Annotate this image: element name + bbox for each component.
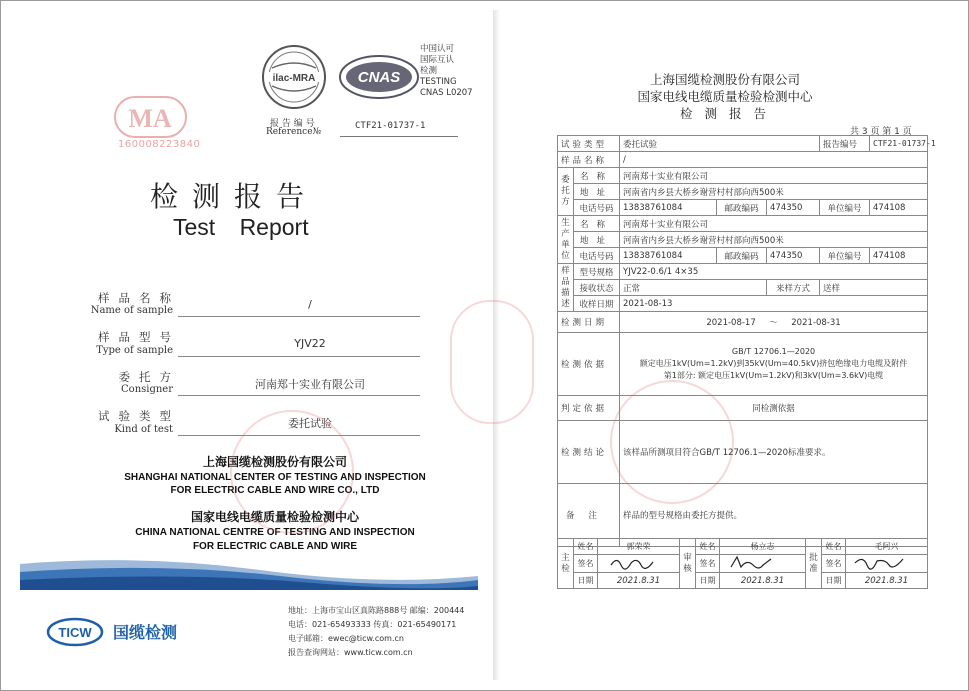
org1-name-cn: 上海国缆检测股份有限公司: [202, 455, 347, 469]
org1-name-en-line2: FOR ELECTRIC CABLE AND WIRE CO., LTD: [170, 485, 380, 496]
test-date-label: 检测日期: [558, 312, 620, 333]
approver-date: 2021.8.31: [846, 573, 928, 589]
report-header-company: 上海国缆检测股份有限公司: [649, 72, 800, 87]
org2-name-en-line2: FOR ELECTRIC CABLE AND WIRE: [192, 541, 358, 552]
sample-name-value: /: [620, 152, 928, 168]
producer-phone-label: 电话号码: [574, 248, 620, 264]
field-label-cn: 样品名称: [98, 291, 180, 305]
cnas-logo: [338, 54, 420, 100]
test-type-value: 委托试验: [620, 136, 820, 152]
main-inspector-signature: [598, 555, 680, 573]
model-value: YJV22-0.6/1 4×35: [620, 264, 928, 280]
ticw-logo: [45, 617, 190, 647]
conclusion-value: 该样品所测项目符合GB/T 12706.1—2020标准要求。: [620, 421, 928, 484]
sig-name-label: 姓名: [822, 539, 846, 555]
red-seal-stamp: [230, 410, 354, 534]
report-no-label: 报告编号: [820, 136, 870, 152]
field-label-cn: 委托方: [118, 370, 180, 384]
test-date-value: 2021-08-17 ～ 2021-08-31: [620, 312, 928, 333]
approver-signature: [846, 555, 928, 573]
producer-phone-value: 13838761084: [620, 248, 717, 264]
client-phone-value: 13838761084: [620, 200, 717, 216]
main-inspector-date: 2021.8.31: [598, 573, 680, 589]
model-label: 型号规格: [574, 264, 620, 280]
report-header-center: 国家电线电缆质量检验检测中心: [637, 89, 813, 104]
main-inspector-name: 郭荣荣: [598, 539, 680, 555]
producer-unit-value: 474108: [870, 248, 928, 264]
client-section-label: 委托方: [558, 168, 574, 216]
cma-number: 160008223840: [118, 139, 201, 150]
field-label-en: Type of sample: [96, 345, 173, 356]
sig-date-label: 日期: [574, 573, 598, 589]
approver-label: 批准: [806, 539, 822, 589]
sample-desc-section-label: 样品描述: [558, 264, 574, 312]
contact-phone: 电话：021-65493333 传真：021-65490171: [288, 620, 457, 629]
reference-label-cn: 报 告 编 号: [270, 119, 315, 129]
client-postcode-value: 474350: [767, 200, 820, 216]
test-basis-line3: 第1部分: 额定电压1kV(Um=1.2kV)和3kV(Um=3.6kV)电缆: [663, 371, 884, 380]
test-basis-line2: 额定电压1kV(Um=1.2kV)到35kV(Um=40.5kV)挤包绝缘电力电缆及附件: [639, 359, 908, 368]
cma-stamp: [113, 95, 188, 139]
report-no-value: CTF21-01737-1: [870, 136, 928, 152]
reference-label-en: Reference№: [266, 127, 322, 137]
cover-title-en: Test Report: [173, 214, 309, 240]
cnas-accreditation-text: 中国认可 国际互认 检测 TESTING CNAS L0207: [420, 44, 473, 98]
receive-state-label: 接收状态: [574, 280, 620, 296]
test-basis-label: 检测依据: [558, 333, 620, 396]
svg-text:MA: MA: [128, 104, 172, 133]
field-value-test-kind: 委托试验: [288, 417, 332, 430]
contact-address: 地址：上海市宝山区真陈路888号 邮编：200444: [288, 606, 465, 615]
field-underline: [178, 395, 420, 396]
ticw-mark: TICW: [58, 625, 92, 640]
sig-name-label: 姓名: [696, 539, 720, 555]
client-phone-label: 电话号码: [574, 200, 620, 216]
ilac-mra-logo: [260, 44, 328, 110]
client-address-value: 河南省内乡县大桥乡谢营村村部向西500米: [620, 184, 928, 200]
contact-email: 电子邮箱：ewec@ticw.com.cn: [288, 634, 404, 643]
sampling-method-value: 送样: [820, 280, 928, 296]
receive-date-label: 收样日期: [574, 296, 620, 312]
field-value-sample-type: YJV22: [294, 337, 326, 350]
field-value-consigner: 河南郑十实业有限公司: [255, 378, 365, 391]
reference-number: CTF21-01737-1: [355, 121, 426, 131]
conclusion-label: 检测结论: [558, 421, 620, 484]
judgement-basis-value: 同检测依据: [620, 396, 928, 421]
producer-section-label: 生产单位: [558, 216, 574, 264]
contact-website: 报告查询网站：www.ticw.com.cn: [288, 648, 413, 657]
receive-state-value: 正常: [620, 280, 767, 296]
cover-title-cn: 检测报告: [150, 180, 319, 213]
reviewer-signature: [720, 555, 806, 573]
sampling-method-label: 来样方式: [767, 280, 820, 296]
test-basis-value: [620, 333, 928, 396]
client-name-label: 名称: [574, 168, 620, 184]
approver-name: 毛阿兴: [846, 539, 928, 555]
sig-name-label: 姓名: [574, 539, 598, 555]
field-label-en: Consigner: [121, 384, 173, 395]
page-number: 共 3 页 第 1 页: [850, 127, 912, 137]
producer-name-value: 河南郑十实业有限公司: [620, 216, 928, 232]
producer-address-value: 河南省内乡县大桥乡谢营村村部向西500米: [620, 232, 928, 248]
sig-sign-label: 签名: [696, 555, 720, 573]
receive-date-value: 2021-08-13: [620, 296, 928, 312]
field-underline: [178, 356, 420, 357]
decorative-wave-band: [20, 552, 478, 590]
org2-name-en-line1: CHINA NATIONAL CENTRE OF TESTING AND INSPECTION: [135, 527, 415, 538]
cnas-logo-text: CNAS: [357, 69, 401, 86]
reviewer-date: 2021.8.31: [720, 573, 806, 589]
reviewer-name: 杨立志: [720, 539, 806, 555]
field-label-en: Kind of test: [114, 424, 173, 435]
report-header-title: 检 测 报 告: [680, 106, 770, 121]
remark-value: 样品的型号规格由委托方提供。: [620, 484, 928, 547]
client-unit-label: 单位编号: [820, 200, 870, 216]
org1-name-en-line1: SHANGHAI NATIONAL CENTER OF TESTING AND INSPECTION: [124, 472, 426, 483]
producer-postcode-value: 474350: [767, 248, 820, 264]
sig-date-label: 日期: [822, 573, 846, 589]
remark-label: 备注: [558, 484, 620, 547]
field-underline: [178, 316, 420, 317]
client-address-label: 地址: [574, 184, 620, 200]
report-table: [557, 135, 936, 547]
signature-table: [557, 538, 928, 589]
field-label-en: Name of sample: [90, 305, 173, 316]
client-postcode-label: 邮政编码: [717, 200, 767, 216]
producer-address-label: 地址: [574, 232, 620, 248]
org2-name-cn: 国家电线电缆质量检验检测中心: [190, 510, 359, 524]
test-type-label: 试验类型: [558, 136, 620, 152]
sig-sign-label: 签名: [822, 555, 846, 573]
field-label-cn: 样品型号: [98, 330, 180, 344]
red-seal-stamp-edge: [450, 300, 534, 424]
client-name-value: 河南郑十实业有限公司: [620, 168, 928, 184]
reference-underline: [340, 136, 458, 137]
svg-text:ilac-MRA: ilac-MRA: [272, 73, 316, 84]
sig-sign-label: 签名: [574, 555, 598, 573]
producer-postcode-label: 邮政编码: [717, 248, 767, 264]
test-basis-line1: GB/T 12706.1—2020: [731, 347, 816, 356]
producer-unit-label: 单位编号: [820, 248, 870, 264]
sample-name-label: 样品名称: [558, 152, 620, 168]
field-value-sample-name: /: [308, 298, 312, 311]
sig-date-label: 日期: [696, 573, 720, 589]
field-label-cn: 试验类型: [98, 409, 180, 423]
main-inspector-label: 主检: [558, 539, 574, 589]
producer-name-label: 名称: [574, 216, 620, 232]
reviewer-label: 审核: [680, 539, 696, 589]
judgement-basis-label: 判定依据: [558, 396, 620, 421]
client-unit-value: 474108: [870, 200, 928, 216]
ticw-brand-text: 国缆检测: [112, 623, 178, 642]
